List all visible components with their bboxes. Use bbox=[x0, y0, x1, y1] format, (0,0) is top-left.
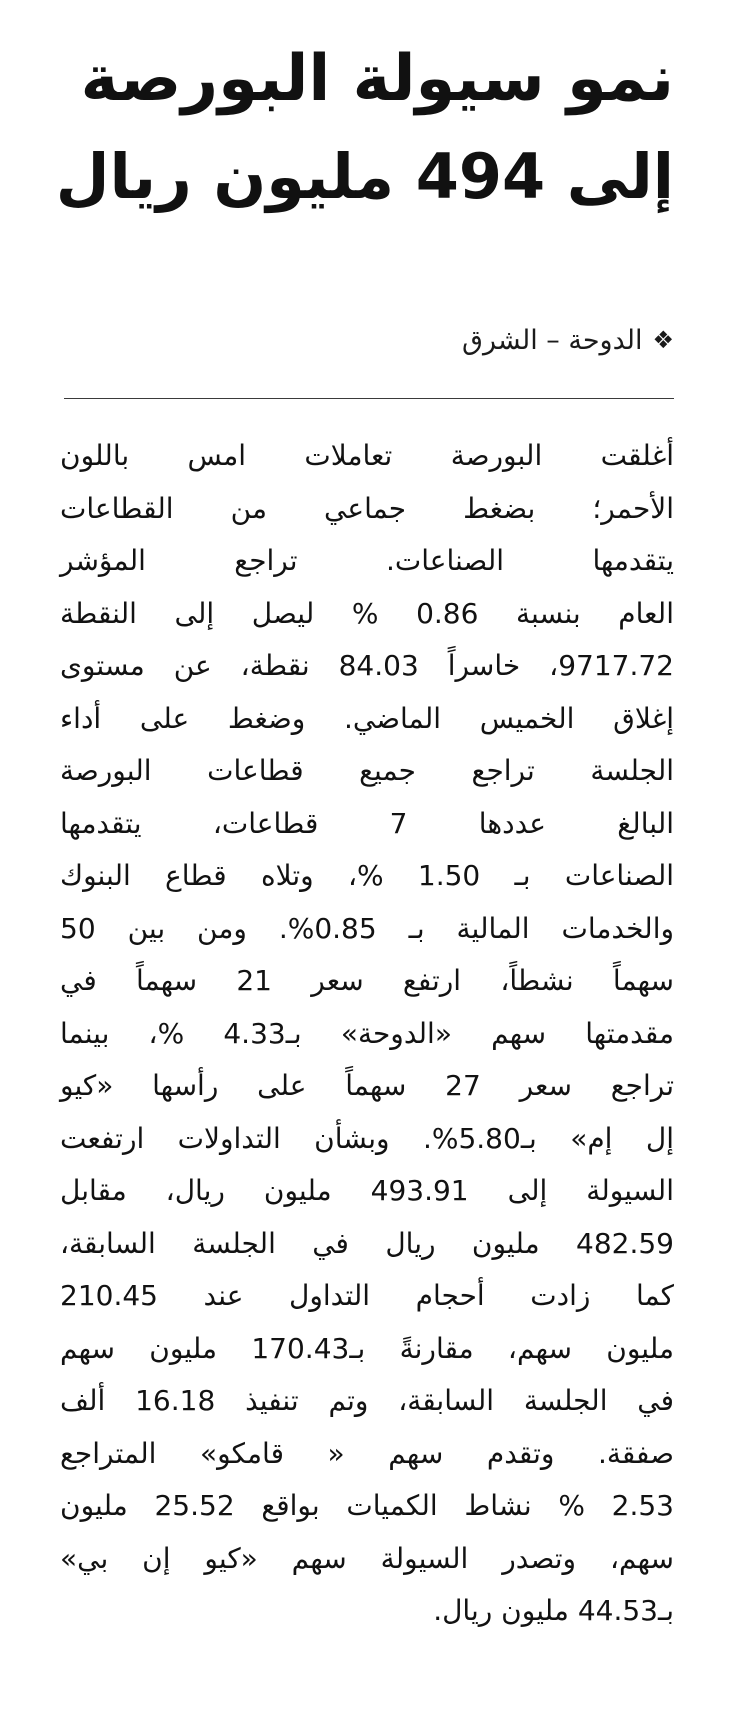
body-line: تراجع سعر 27 سهماً على رأسها «كيو bbox=[60, 1069, 675, 1102]
body-line: الجلسة تراجع جميع قطاعات البورصة bbox=[60, 754, 674, 787]
divider bbox=[64, 398, 674, 399]
byline bbox=[462, 320, 674, 361]
article-body bbox=[60, 430, 674, 1638]
body-line: كما زادت أحجام التداول عند 210.45 bbox=[60, 1279, 674, 1312]
body-line: البالغ عددها 7 قطاعات، يتقدمها bbox=[60, 806, 674, 840]
headline bbox=[54, 30, 674, 226]
body-line: يتقدمها الصناعات. تراجع المؤشر bbox=[60, 544, 674, 577]
body-line: 482.59 مليون ريال في الجلسة السابقة، bbox=[60, 1226, 674, 1260]
body-line: إل إم» بـ5.80%. وبشأن التداولات ارتفعت bbox=[60, 1121, 674, 1155]
body-line: السيولة إلى 493.91 مليون ريال، مقابل bbox=[60, 1174, 674, 1207]
headline-line: إلى 494 مليون ريال bbox=[55, 140, 674, 213]
body-line: مليون سهم، مقارنةً بـ170.43 مليون سهم bbox=[60, 1331, 675, 1365]
body-line: الأحمر؛ بضغط جماعي من القطاعات bbox=[60, 491, 674, 525]
diamond-bullet-icon: ❖ bbox=[652, 326, 674, 354]
body-line: سهماً نشطاً، ارتفع سعر 21 سهماً في bbox=[60, 964, 675, 997]
body-line: مقدمتها سهم «الدوحة» بـ4.33 %، بينما bbox=[60, 1016, 674, 1050]
headline-line: نمو سيولة البورصة bbox=[80, 42, 674, 116]
body-line: والخدمات المالية بـ 0.85%. ومن بين 50 bbox=[60, 911, 674, 945]
body-line: إغلاق الخميس الماضي. وضغط على أداء bbox=[60, 701, 674, 735]
body-line: العام بنسبة 0.86 % ليصل إلى النقطة bbox=[60, 596, 674, 630]
body-line: سهم، وتصدر السيولة سهم «كيو إن بي» bbox=[60, 1541, 674, 1575]
body-line: 9717.72، خاسراً 84.03 نقطة، عن مستوى bbox=[60, 649, 674, 682]
body-line: بـ44.53 مليون ريال. bbox=[433, 1594, 674, 1627]
byline-text: الدوحة – الشرق bbox=[462, 325, 643, 356]
body-line: أغلقت البورصة تعاملات امس باللون bbox=[60, 439, 674, 472]
body-line: في الجلسة السابقة، وتم تنفيذ 16.18 ألف bbox=[60, 1384, 674, 1417]
body-line: الصناعات بـ 1.50 %، وتلاه قطاع البنوك bbox=[60, 859, 675, 892]
body-line: 2.53 % نشاط الكميات بواقع 25.52 مليون bbox=[60, 1489, 674, 1522]
body-line: صفقة. وتقدم سهم « قامكو» المتراجع bbox=[60, 1436, 674, 1470]
